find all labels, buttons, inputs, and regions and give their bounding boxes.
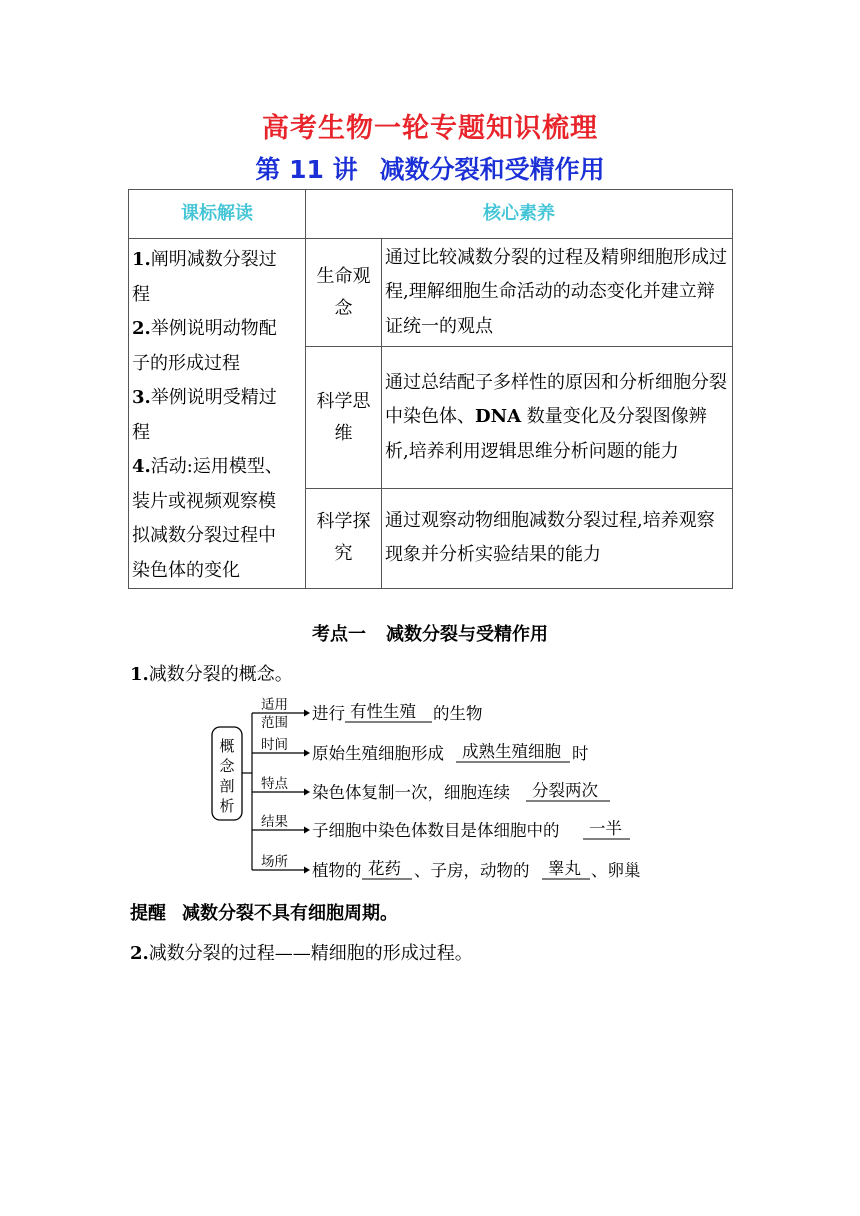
document-title: 高考生物一轮专题知识梳理 bbox=[262, 113, 598, 144]
category-scientific-thinking: 科学思 维 bbox=[306, 347, 382, 488]
box-char: 剖 bbox=[219, 777, 235, 795]
header-core-literacy: 核心素养 bbox=[306, 190, 733, 239]
desc-scientific-inquiry: 通过观察动物细胞减数分裂过程,培养观察现象并分析实验结果的能力 bbox=[382, 488, 733, 588]
branch-text: 时 bbox=[572, 744, 589, 763]
lecture-name: 减数分裂和受精作用 bbox=[379, 155, 605, 184]
answer-text: 一半 bbox=[589, 819, 622, 838]
branch-label-feature: 特点 bbox=[261, 776, 288, 792]
section-heading: 考点一 减数分裂与受精作用 bbox=[312, 624, 548, 645]
branch-text: 子细胞中染色体数目是体细胞中的 bbox=[312, 821, 560, 840]
point-1: 1.减数分裂的概念。 bbox=[130, 664, 293, 685]
box-char: 析 bbox=[219, 797, 235, 815]
desc-scientific-thinking: 通过总结配子多样性的原因和分析细胞分裂中染色体、DNA 数量变化及分裂图像辨析,培养利用逻辑思维分析问题的能力 bbox=[382, 347, 733, 488]
branch-text: 、子房，动物的 bbox=[414, 861, 530, 880]
branch-text: 进行 bbox=[312, 704, 345, 723]
header-curriculum: 课标解读 bbox=[129, 190, 306, 239]
branch-label-place: 场所 bbox=[261, 854, 288, 870]
curriculum-cell: 1.阐明减数分裂过 程 2.举例说明动物配 子的形成过程 3.举例说明受精过 程 4.活动:运用模型、 装片或视频观察模 拟减数分裂过程中 染色体的变化 bbox=[129, 239, 306, 589]
answer-text: 花药 bbox=[368, 859, 401, 878]
box-char: 念 bbox=[219, 757, 235, 775]
branch-text: 的生物 bbox=[433, 704, 483, 723]
point-2: 2.减数分裂的过程——精细胞的形成过程。 bbox=[130, 943, 473, 964]
answer-text: 睾丸 bbox=[548, 859, 581, 878]
desc-life-concept: 通过比较减数分裂的过程及精卵细胞形成过程,理解细胞生命活动的动态变化并建立辩证统一的观点 bbox=[382, 239, 733, 347]
tip-note: 提醒 减数分裂不具有细胞周期。 bbox=[130, 903, 398, 924]
answer-text: 有性生殖 bbox=[350, 702, 416, 721]
answer-text: 成熟生殖细胞 bbox=[462, 742, 561, 761]
branch-label-scope: 范围 bbox=[261, 715, 288, 731]
branch-label-result: 结果 bbox=[261, 814, 288, 830]
branch-text: 、卵巢 bbox=[591, 861, 641, 880]
branch-label-scope: 适用 bbox=[261, 697, 288, 713]
branch-label-time: 时间 bbox=[261, 737, 288, 753]
category-life-concept: 生命观 念 bbox=[306, 239, 382, 347]
lecture-number: 第 11 讲 bbox=[255, 155, 358, 184]
answer-text: 分裂两次 bbox=[532, 781, 598, 800]
branch-text: 染色体复制一次，细胞连续 bbox=[312, 783, 510, 802]
branch-text: 植物的 bbox=[312, 861, 362, 880]
branch-text: 原始生殖细胞形成 bbox=[312, 744, 444, 763]
category-scientific-inquiry: 科学探 究 bbox=[306, 488, 382, 588]
box-char: 概 bbox=[219, 737, 235, 755]
